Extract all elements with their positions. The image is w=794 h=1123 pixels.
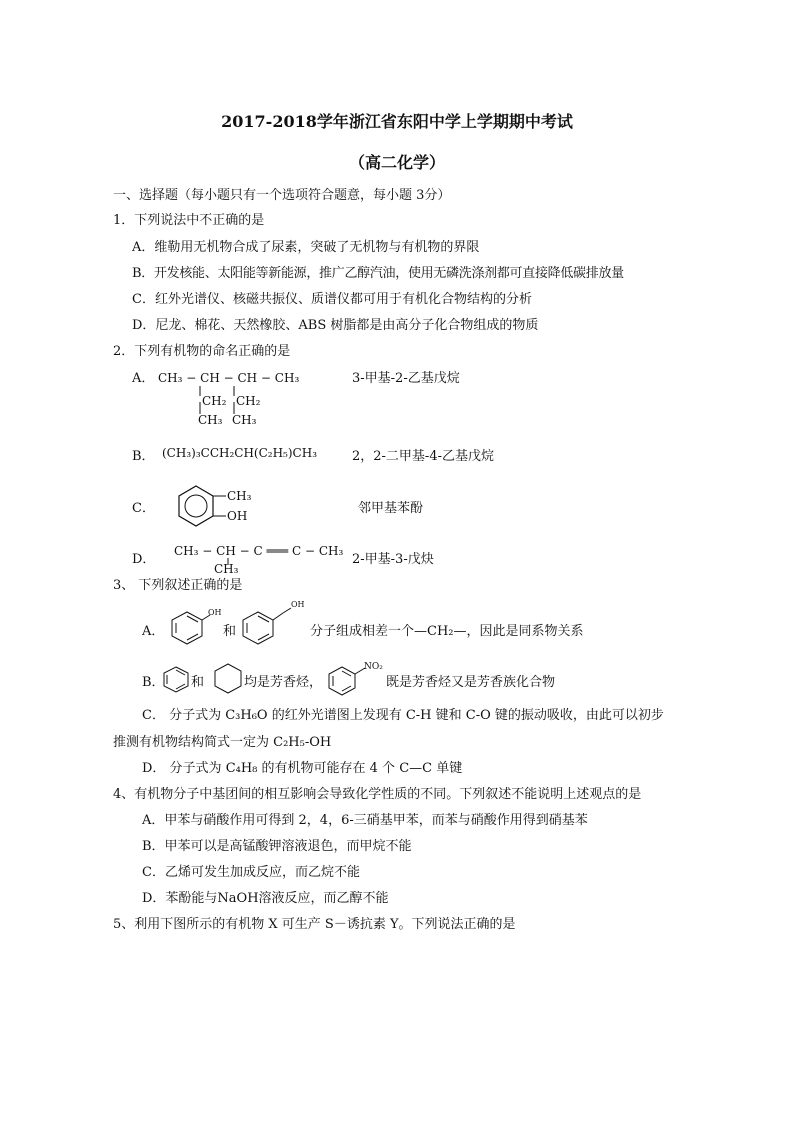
section-heading: 一、选择题（每小题只有一个选项符合题意，每小题 3分）: [113, 188, 451, 203]
q3-a-and: 和: [223, 624, 237, 639]
q2-d-formula: CH₃ − CH − C ═══ C − CH₃: [174, 544, 344, 558]
q1-option-d: D．尼龙、棉花、天然橡胶、ABS 树脂都是由高分子化合物组成的物质: [132, 318, 539, 333]
q2-a-name: 3-甲基-2-乙基戊烷: [352, 371, 460, 386]
q2-a-branch-1: CH₂: [202, 394, 227, 408]
q2-option-c-label: C．: [132, 501, 155, 516]
q1-option-c: C．红外光谱仪、核磁共振仪、质谱仪都可用于有机化合物结构的分析: [132, 292, 532, 307]
q3-option-b-label: B．: [142, 675, 165, 690]
q5-stem: 5、利用下图所示的有机物 X 可生产 S－诱抗素 Y。下列说法正确的是: [113, 917, 516, 932]
q2-a-branch-2: CH₂: [236, 394, 261, 408]
q3-b-and: 和: [191, 675, 205, 690]
q2-c-hydroxyl: OH: [227, 509, 248, 523]
q3-a-text: 分子组成相差一个—CH₂—，因此是同系物关系: [310, 624, 584, 639]
q3-b-text1: 均是芳香烃，: [244, 675, 323, 690]
q1-option-b: B．开发核能、太阳能等新能源，推广乙醇汽油，使用无磷洗涤剂都可直接降低碳排放量: [132, 266, 624, 281]
q2-stem: 2．下列有机物的命名正确的是: [113, 344, 291, 359]
q2-b-formula: (CH₃)₃CCH₂CH(C₂H₅)CH₃: [162, 446, 318, 460]
q4-option-c: C．乙烯可发生加成反应，而乙烷不能: [142, 865, 360, 880]
q3-option-d: D． 分子式为 C₄H₈ 的有机物可能存在 4 个 C—C 单键: [142, 761, 463, 776]
exam-title: 2017-2018学年浙江省东阳中学上学期期中考试: [221, 112, 573, 131]
q3-b-text2: 既是芳香烃又是芳香族化合物: [386, 675, 556, 690]
q3-option-c-line2: 推测有机物结构简式一定为 C₂H₅-OH: [113, 735, 332, 750]
q3-option-c-line1: C． 分子式为 C₃H₆O 的红外光谱图上发现有 C-H 键和 C-O 键的振动吸收，由此可以初步: [142, 708, 664, 723]
q4-option-a: A．甲苯与硝酸作用可得到 2，4，6-三硝基甲苯，而苯与硝酸作用得到硝基苯: [142, 813, 588, 828]
q2-d-name: 2-甲基-3-戊炔: [352, 552, 434, 567]
q4-option-b: B．甲苯可以是高锰酸钾溶液退色，而甲烷不能: [142, 839, 412, 854]
q4-option-d: D．苯酚能与NaOH溶液反应，而乙醇不能: [142, 891, 389, 906]
q2-b-name: 2，2-二甲基-4-乙基戊烷: [352, 449, 494, 464]
q2-c-methyl: CH₃: [227, 489, 252, 503]
q2-option-a-label: A．: [132, 371, 155, 386]
q4-stem: 4、有机物分子中基团间的相互影响会导致化学性质的不同。下列叙述不能说明上述观点的是: [113, 787, 642, 802]
nitrobenzene-structure: [0, 0, 1, 1]
q2-d-branch: CH₃: [214, 562, 239, 576]
q3-stem: 3、 下列叙述正确的是: [113, 578, 243, 593]
q2-option-b-label: B．: [132, 449, 155, 464]
q2-c-name: 邻甲基苯酚: [358, 501, 424, 516]
phenol-oh: OH: [208, 608, 222, 617]
q2-option-d-label: D．: [132, 552, 156, 567]
nitro-group: NO₂: [364, 662, 383, 672]
q3-option-a-label: A．: [142, 624, 165, 639]
q2-a-branch-3: CH₃: [198, 413, 223, 427]
q1-option-a: A．维勒用无机物合成了尿素，突破了无机物与有机物的界限: [132, 240, 480, 255]
exam-subtitle: （高二化学）: [348, 153, 445, 172]
q1-stem: 1．下列说法中不正确的是: [113, 213, 265, 228]
q2-a-main-chain: CH₃ − CH − CH − CH₃: [158, 371, 300, 385]
benzyl-oh: OH: [291, 600, 305, 609]
q2-a-branch-4: CH₃: [232, 413, 257, 427]
